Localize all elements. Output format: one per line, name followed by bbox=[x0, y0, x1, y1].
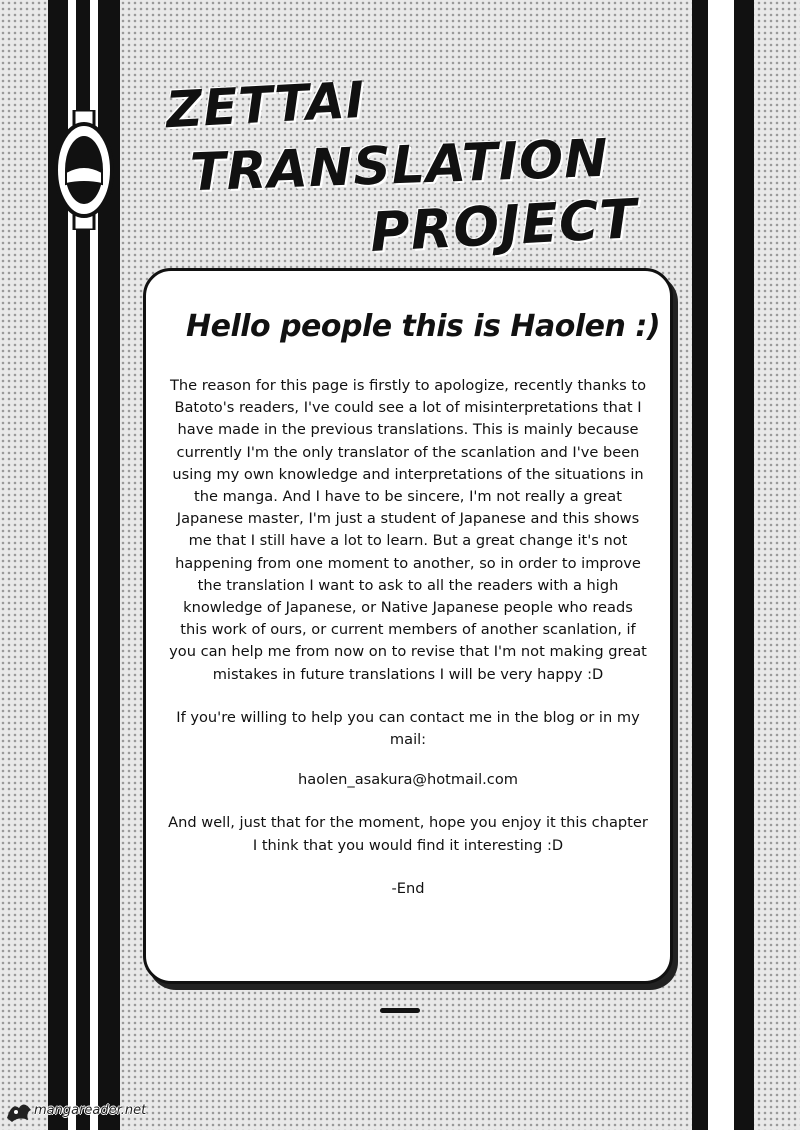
watermark-logo-icon bbox=[4, 1098, 34, 1124]
closing-paragraph: And well, just that for the moment, hope you enjoy it this chapter I think that you would find it interesting :D bbox=[168, 814, 648, 854]
right-stripe-gap bbox=[708, 0, 734, 1130]
right-stripes-decoration bbox=[692, 0, 754, 1130]
panel-heading: Hello people this is Haolen :) bbox=[186, 309, 661, 344]
email-address: haolen_asakura@hotmail.com bbox=[298, 771, 518, 789]
panel-body bbox=[168, 375, 648, 921]
contact-paragraph: If you're willing to help you can contact me in the blog or in my mail: bbox=[176, 708, 640, 749]
right-stripe-outer bbox=[734, 0, 754, 1130]
message-panel bbox=[143, 268, 673, 984]
page-title bbox=[160, 70, 680, 266]
apology-paragraph: The reason for this page is firstly to apologize, recently thanks to Batoto's readers, I've could see a lot of misinterpretations that I have made in the previous translations. This is mainly because currently I'm the only translator of the scanlation and I've been using my own knowledge and interpretations of the situations in the manga. And I have to be sincere, I'm not really a great Japanese master, I'm just a student of Japanese and this shows me that I still have a lot to learn. But a great change it's not happening from one moment to another, so in order to improve the translation I want to ask to all the readers with a high knowledge of Japanese, or Native Japanese people who reads this work of ours, or current members of another scanlation, if you can help me from now on to revise that I'm not making great mistakes in future translations I will be very happy :D bbox=[169, 377, 647, 683]
title-line-zettai: ZETTAI bbox=[164, 70, 367, 140]
bottom-ink-mark bbox=[380, 1008, 420, 1013]
title-line-project: PROJECT bbox=[368, 187, 639, 264]
right-stripe-inner bbox=[692, 0, 708, 1130]
end-note: -End bbox=[391, 879, 425, 897]
belt-buckle-icon bbox=[52, 110, 116, 230]
watermark-text: mangareader.net bbox=[34, 1103, 147, 1118]
watermark bbox=[4, 1096, 164, 1126]
title-line-translation: TRANSLATION bbox=[189, 128, 610, 204]
